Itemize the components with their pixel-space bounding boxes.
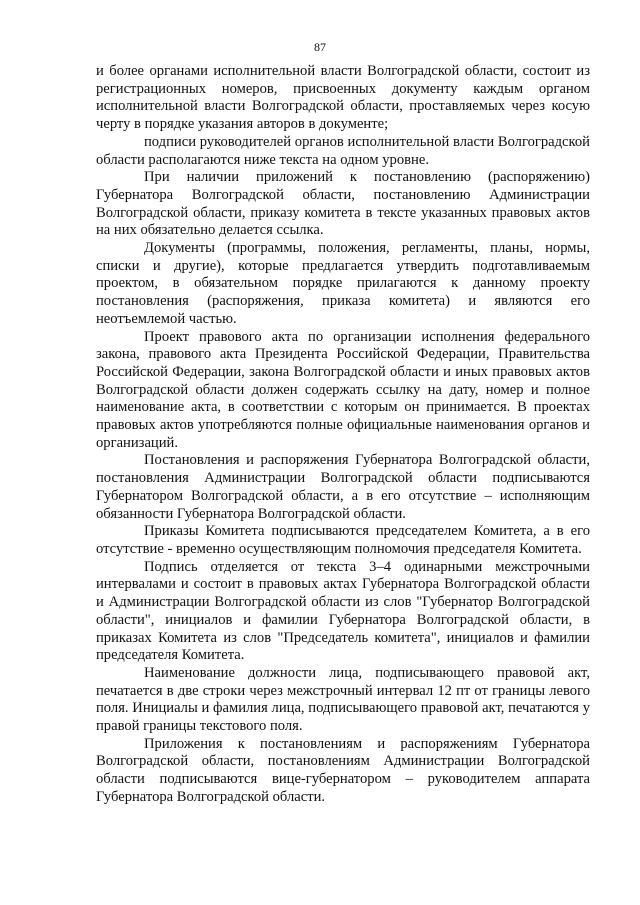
paragraph-committee-orders: Приказы Комитета подписываются председателем Комитета, а в его отсутствие - временно осуществляющим полномочия председателя Комитета.	[96, 523, 590, 557]
paragraph-appendices-signing: Приложения к постановлениям и распоряжениям Губернатора Волгоградской области, постановлениям Администрации Волгоградской области подписываются вице-губернатором – руководителем аппарата Губернатора Волгоградской области.	[96, 735, 590, 805]
document-body	[96, 63, 590, 807]
paragraph-appendices-reference: При наличии приложений к постановлению (распоряжению) Губернатора Волгоградской области, постановлению Администрации Волгоградской области, приказу комитета в тексте указанных правовых актов на них обязательно делается ссылка.	[96, 169, 590, 239]
paragraph-project-references: Проект правового акта по организации исполнения федерального закона, правового акта Президента Российской Федерации, Правительства Российской Федерации, закона Волгоградской области и иных правовых актов Волгоградской области должен содержать ссылку на дату, номер и полное наименование акта, в соответствии с которым он принимается. В проектах правовых актов употребляются полные официальные наименования органов и организаций.	[96, 328, 590, 451]
paragraph-signatures-placement: подписи руководителей органов исполнительной власти Волгоградской области располагаются ниже текста на одном уровне.	[96, 133, 590, 168]
paragraph-author-registration-numbers: и более органами исполнительной власти Волгоградской области, состоит из регистрационных номеров, присвоенных документу каждым органом исполнительной власти Волгоградской области, проставляемых через косую черту в порядке указания авторов в документе;	[96, 63, 590, 133]
page-number: 87	[314, 40, 326, 54]
paragraph-attached-documents: Документы (программы, положения, регламенты, планы, нормы, списки и другие), которые предлагается утвердить подготавливаемым проектом, в обязательном порядке прилагаются к данному проекту постановления (распоряжения, приказа комитета) и являются его неотъемлемой частью.	[96, 240, 590, 327]
paragraph-governor-signing: Постановления и распоряжения Губернатора Волгоградской области, постановления Администрации Волгоградской области подписываются Губернатором Волгоградской области, а в его отсутствие – исполняющим обязанности Губернатора Волгоградской области.	[96, 452, 590, 522]
paragraph-position-title: Наименование должности лица, подписывающего правовой акт, печатается в две строки через межстрочный интервал 12 пт от границы левого поля. Инициалы и фамилия лица, подписывающего правовой акт, печатаются у правой границы текстового поля.	[96, 664, 590, 735]
paragraph-signature-format: Подпись отделяется от текста 3–4 одинарными межстрочными интервалами и состоит в правовых актах Губернатора Волгоградской области и Администрации Волгоградской области из слов "Губернатор Волгоградской области", инициалов и фамилии Губернатора Волгоградской области, в приказах Комитета из слов "Председатель комитета", инициалов и фамилии председателя Комитета.	[96, 558, 590, 664]
